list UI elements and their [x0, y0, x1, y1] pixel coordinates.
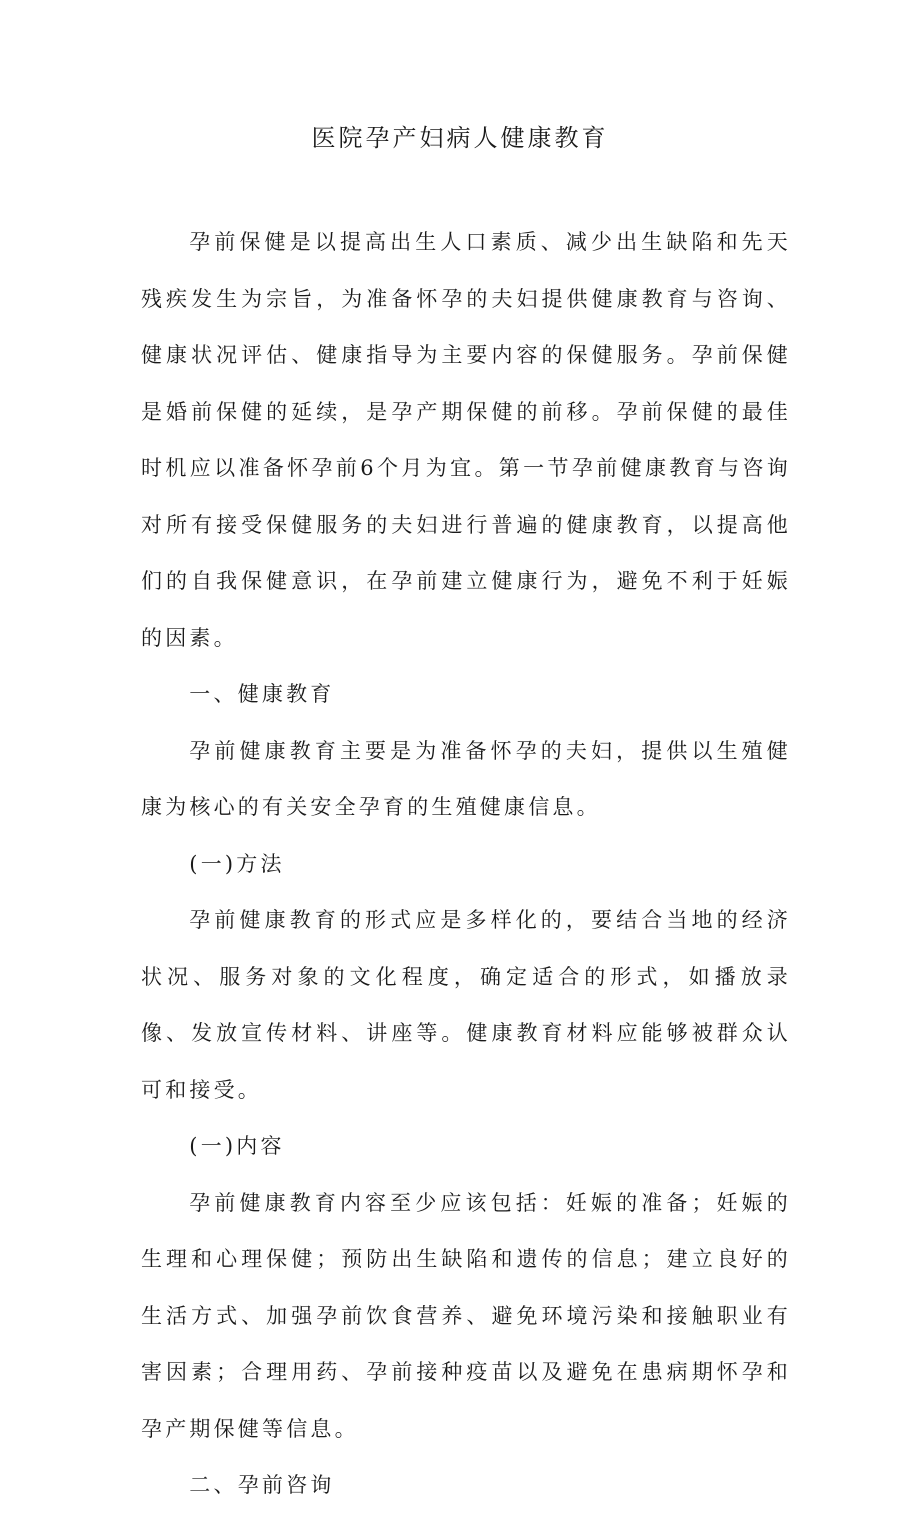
section-heading-health-education: 一、健康教育: [189, 682, 335, 706]
intro-paragraph: 孕前保健是以提高出生人口素质、减少出生缺陷和先天残疾发生为宗旨，为准备怀孕的夫妇提供健康教育与咨询、健康状况评估、健康指导为主要内容的保健服务。孕前保健是婚前保健的延续，是孕产期保健的前移。孕前保健的最佳时机应以准备怀孕前6个月为宜。第一节孕前健康教育与咨询对所有接受保健服务的夫妇进行普遍的健康教育，以提高他们的自我保健意识，在孕前建立健康行为，避免不利于妊娠的因素。: [141, 230, 791, 650]
subheading-methods: (一)方法: [189, 851, 285, 876]
content-paragraph: 孕前健康教育内容至少应该包括：妊娠的准备；妊娠的生理和心理保健；预防出生缺陷和遗传的信息；建立良好的生活方式、加强孕前饮食营养、避免环境污染和接触职业有害因素；合理用药、孕前接种疫苗以及避免在患病期怀孕和孕产期保健等信息。: [141, 1190, 791, 1441]
document-title: 医院孕产妇病人健康教育: [311, 124, 609, 152]
methods-paragraph: 孕前健康教育的形式应是多样化的，要结合当地的经济状况、服务对象的文化程度，确定适合的形式，如播放录像、发放宣传材料、讲座等。健康教育材料应能够被群众认可和接受。: [141, 908, 791, 1102]
subheading-content: (一)内容: [189, 1134, 285, 1158]
section-heading-consultation: 二、孕前咨询: [189, 1473, 335, 1497]
health-education-paragraph: 孕前健康教育主要是为准备怀孕的夫妇，提供以生殖健康为核心的有关安全孕育的生殖健康信息。: [141, 738, 791, 819]
document-body: [141, 214, 791, 1514]
